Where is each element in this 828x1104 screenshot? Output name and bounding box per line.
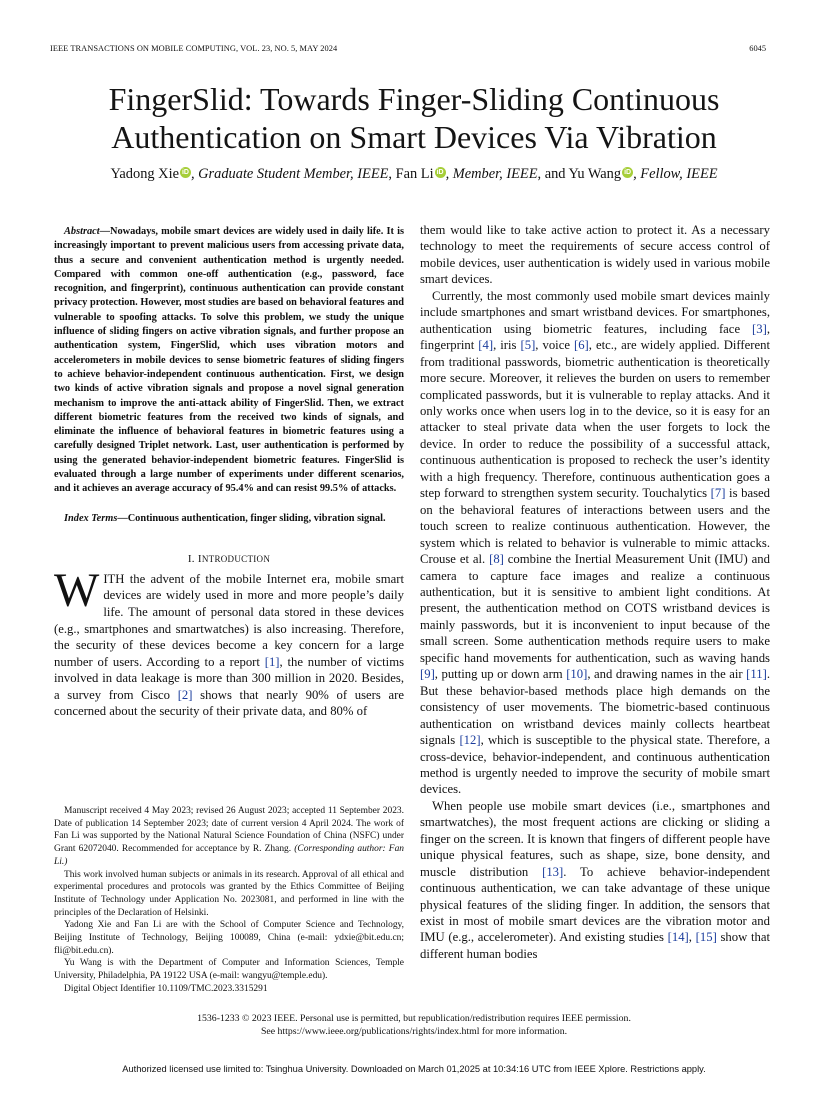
intro-text: shows that nearly 90% of users are concerned about the security of their private data, and 80% of — [54, 687, 404, 719]
citation-link[interactable]: [6] — [573, 338, 589, 353]
index-terms-text: —Continuous authentication, finger sliding, vibration signal. — [117, 512, 386, 524]
title-line-2: Authentication on Smart Devices Via Vibration — [111, 119, 717, 155]
title-line-1: FingerSlid: Towards Finger-Sliding Continuous — [108, 81, 720, 117]
citation-link[interactable]: [15] — [695, 930, 717, 945]
body-text: When people use mobile smart devices (i.e., smartphones and smartwatches), the most frequent actions are clicking or sliding a finger on the screen. It is known that fingers of different people have unique physical features, such as shape, size, bone density, and muscle distribution — [420, 798, 770, 879]
orcid-icon[interactable]: iD — [436, 169, 444, 176]
license-banner: Authorized licensed use limited to: Tsinghua University. Downloaded on March 01,2025 at 10:34:16 UTC from IEEE Xplore. Restrictions apply. — [122, 1064, 706, 1074]
footnote-ethics: This work involved human subjects or animals in its research. Approval of all ethical and experimental procedures and protocols was granted by the Ethics Committee of Beijing Institute of Technology under Application No. 2023081, and performed in line with the principles of the Declaration of Helsinki. — [54, 869, 404, 918]
body-text: , — [688, 930, 696, 945]
journal-header: IEEE TRANSACTIONS ON MOBILE COMPUTING, VOL. 23, NO. 5, MAY 2024 — [50, 44, 338, 53]
body-paragraph-3 — [420, 798, 770, 963]
footnote-affiliation-2: Yu Wang is with the Department of Computer and Information Sciences, Temple University, Philadelphia, PA 19122 USA (e-mail: wangyu@temple.edu). — [54, 958, 404, 982]
right-column — [420, 222, 770, 962]
intro-paragraph — [54, 563, 405, 720]
citation-link[interactable]: [4] — [478, 338, 494, 353]
body-text: Currently, the most commonly used mobile smart devices mainly include smartphones and smart wristband devices. For smartphones, authentication using biometric features, including face — [420, 288, 770, 336]
citation-link[interactable]: [2] — [177, 687, 193, 702]
footnote-text: Manuscript received 4 May 2023; revised 26 August 2023; accepted 11 September 2023. Date of publication 14 September 2023; date of current version 4 April 2024. The work of Fan Li was supported by the National Natural Science Foundation of China (NSFC) under Grant 62072040. Recommended for acceptance by R. Zhang. — [54, 806, 404, 855]
orcid-icon[interactable]: iD — [181, 169, 189, 176]
index-terms — [54, 512, 404, 526]
body-text: , voice — [535, 338, 574, 353]
body-paragraph-1: them would like to take active action to protect it. As a necessary technology to meet the requirements of secure access control of mobile devices, user authentication is widely used in various mobile smart devices. — [420, 223, 770, 287]
body-text: . To achieve behavior-independent continuous authentication, we can take advantage of these unique physical features of the sliding finger. In addition, the sensors that exist in most of mobile smart devices are the vibration motor and IMU (e.g., accelerometer). And existing studies — [420, 864, 770, 945]
copyright-line: 1536-1233 © 2023 IEEE. Personal use is permitted, but republication/redistribution requires IEEE permission. — [197, 1013, 631, 1024]
body-text: , putting up or down arm — [434, 667, 567, 682]
author-3-name: , and Yu Wang — [537, 166, 622, 182]
footnote-manuscript — [54, 805, 404, 869]
body-text: , etc., are widely applied. Different from traditional passwords, biometric authentication is theoretically more secure. Moreover, it relieves the burden on users to remember complicated passwords, but it is vulnerable to replay attacks. And it only works once when users log in to the device, so it is easy for an attacker to steal private data when the user forgets to lock the device. In order to reduce the possibility of a successful attack, continuous authentication is proposed to recheck the user’s identity with a high frequency. Therefore, continuous authentication goes a step forward to strengthen system security. Touchalytics — [420, 338, 770, 501]
body-text: . But these behavior-based methods place high demands on the consistency of user movements. The biometric-based continuous authentication on wristband devices mainly collects heartbeat signals — [420, 667, 770, 748]
citation-link[interactable]: [13] — [542, 864, 564, 879]
author-3-role: , Fellow, IEEE — [633, 166, 718, 182]
citation-link[interactable]: [5] — [520, 338, 536, 353]
footnote-doi: Digital Object Identifier 10.1109/TMC.2023.3315291 — [64, 983, 268, 994]
index-terms-lead: Index Terms — [64, 512, 118, 524]
author-1-name: Yadong Xie — [110, 166, 179, 182]
rights-link[interactable]: See https://www.ieee.org/publications/rights/index.html for more information. — [260, 1026, 568, 1037]
abstract-text: —Nowadays, mobile smart devices are widely used in daily life. It is increasingly important to prevent malicious users from accessing private data, thus a secure and convenient authentication method is urgently needed. Compared with common one-off authentication (e.g., password, face recognition, and fingerprint), continuous authentication can provide constant privacy protection. However, most studies are based on behavioral features and vulnerable to spoofing attacks. To solve this problem, we study the unique influence of sliding fingers on active vibration signals, and further propose an authentication system, FingerSlid, which uses vibration motors and accelerometers in mobile devices to sense biometric features of sliding fingers to achieve behavior-independent continuous authentication. First, we design two kinds of active vibration signals and propose a novel signal generation mechanism to improve the anti-attack ability of FingerSlid. Then, we extract different biometric features from the received two kinds of signals, and eliminate the influence of behavioral features in biometric features using a carefully designed Triplet network. Last, user authentication is performed by using the generated behavior-independent biometric features. FingerSlid is evaluated through a large number of experiments under different scenarios, and it achieves an average accuracy of 95.4% and can resist 99.5% of attacks. — [54, 226, 404, 495]
body-text: , iris — [493, 338, 521, 353]
body-text: , and drawing names in the air — [587, 667, 747, 682]
orcid-icon[interactable]: iD — [624, 169, 632, 176]
citation-link[interactable]: [8] — [489, 552, 504, 567]
citation-link[interactable]: [9] — [420, 667, 435, 682]
intro-text: ITH the advent of the mobile Internet era, mobile smart devices are widely used in more and more people’s daily life. The amount of personal data stored in these devices (e.g., smartphones and smartwatches) is also increasing. Therefore, the security of these devices become a key concern for a large number of users. According to a report — [54, 571, 404, 669]
body-text: , which is susceptible to the physical state. Therefore, a cross-device, behavior-independent, and continuous authentication method is urgently needed to improve the security of mobile smart devices. — [420, 733, 770, 797]
abstract — [54, 225, 404, 497]
author-2-name: , Fan Li — [388, 166, 434, 182]
paper-title — [40, 80, 788, 156]
body-text: show that different human bodies — [420, 930, 770, 961]
citation-link[interactable]: [14] — [667, 930, 689, 945]
author-list — [40, 166, 788, 183]
footnotes — [54, 805, 404, 996]
citation-link[interactable]: [11] — [746, 667, 767, 682]
corresponding-author: (Corresponding author: Fan Li.) — [54, 844, 405, 867]
citation-link[interactable]: [10] — [566, 667, 588, 682]
citation-link[interactable]: [3] — [752, 321, 767, 336]
citation-link[interactable]: [7] — [710, 486, 726, 501]
page-number: 6045 — [749, 44, 766, 53]
copyright-notice — [40, 1012, 788, 1038]
body-text: , fingerprint — [420, 321, 770, 353]
drop-cap: W — [54, 563, 100, 617]
author-1-role: , Graduate Student Member, IEEE — [190, 166, 389, 182]
abstract-lead: Abstract — [64, 226, 100, 237]
footnote-affiliation-1: Yadong Xie and Fan Li are with the School of Computer Science and Technology, Beijing Institute of Technology, Beijing 100089, China (e-mail: ydxie@bit.edu.cn; fli@bit.edu.cn). — [54, 920, 404, 956]
body-paragraph-2 — [420, 288, 770, 798]
body-text: combine the Inertial Measurement Unit (IMU) and camera to capture face images and realize a continuous authentication, but it is sensitive to ambient light conditions. At present, the authentication method on COTS wristband devices is mainly passwords, but it is inconvenient to input because of the small screen. Some authentication methods require users to make specific hand movements for authentication, such as waving hands — [420, 552, 770, 665]
author-2-role: , Member, IEEE — [445, 166, 538, 182]
section-heading: I. INTRODUCTION — [187, 552, 271, 565]
intro-text: , the number of victims involved in data leakage is more than 300 million in 2020. Besides, a survey from Cisco — [54, 654, 405, 702]
left-column — [54, 225, 404, 720]
citation-link[interactable]: [1] — [264, 654, 280, 669]
body-text: is based on the behavioral features of interactions between users and the touch screen to realize continuous authentication. However, the system which is related to behavior is vulnerable to mimic attacks. Crouse et al. — [420, 486, 770, 567]
citation-link[interactable]: [12] — [459, 733, 481, 748]
